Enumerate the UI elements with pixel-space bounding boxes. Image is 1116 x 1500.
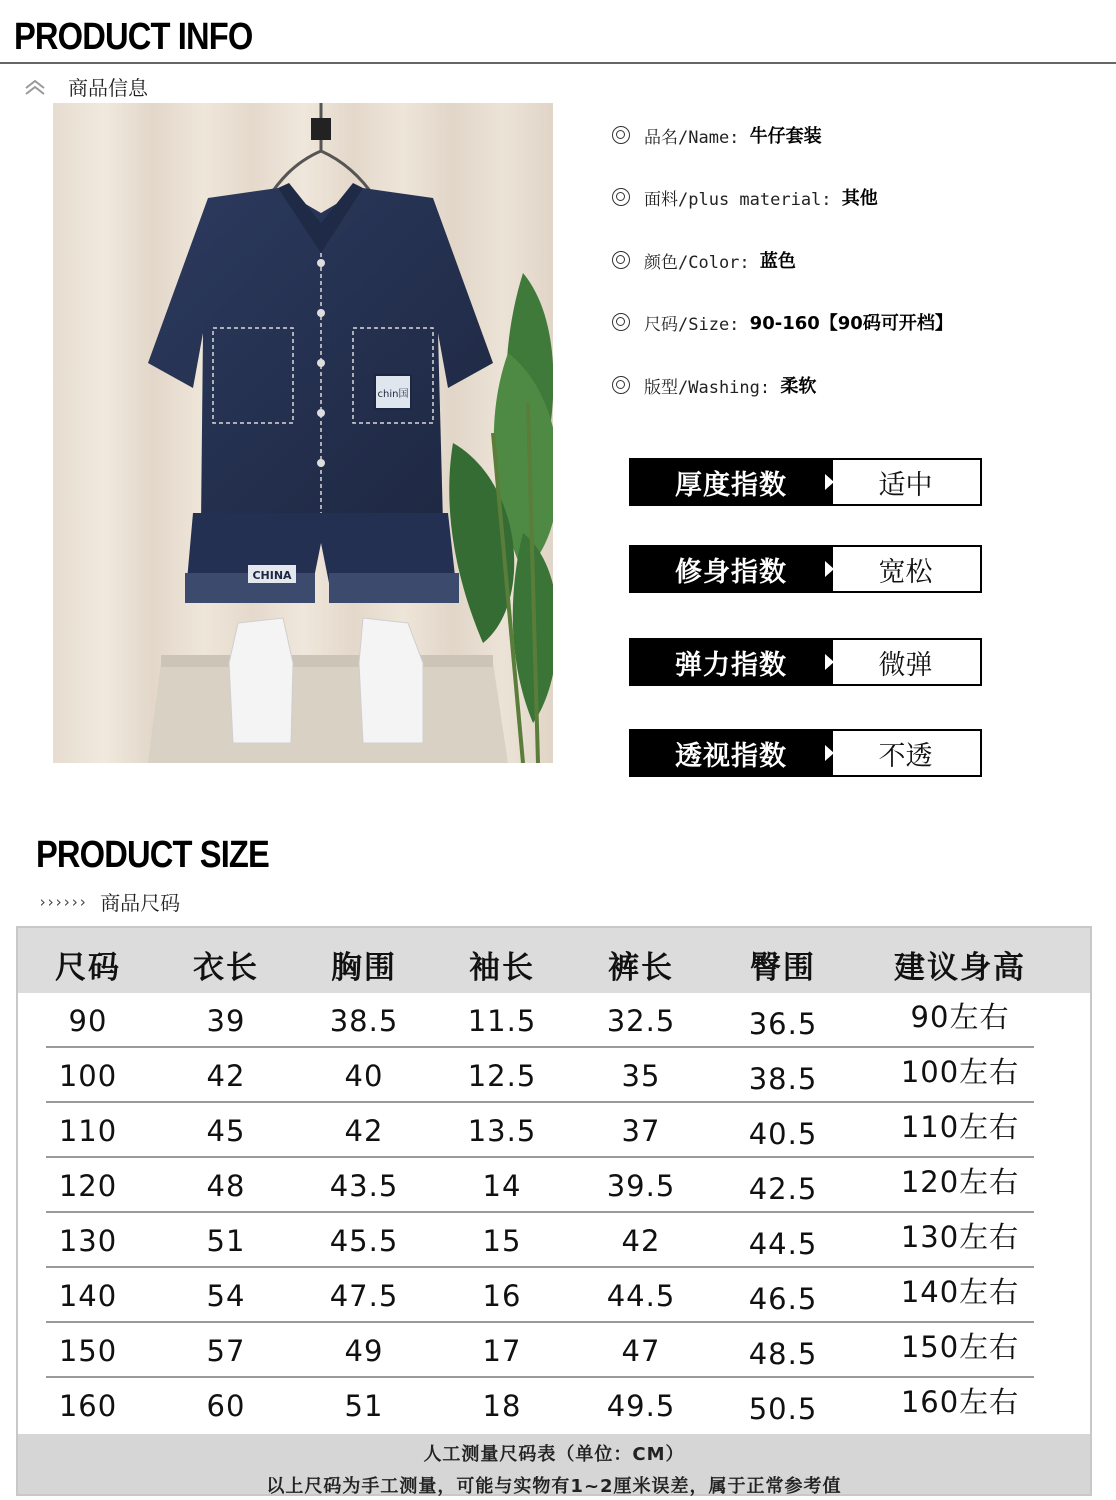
product-size-subtitle: 商品尺码 [100, 891, 181, 915]
table-header [18, 928, 1090, 993]
svg-text:chin国: chin国 [377, 389, 409, 400]
table-cell: 120左右 [900, 1165, 1020, 1199]
chevrons-right-icon: ›››››› [38, 892, 87, 911]
table-cell: 37 [621, 1114, 661, 1148]
table-cell: 36.5 [748, 1007, 818, 1041]
table-cell: 54 [206, 1279, 246, 1313]
header-divider [0, 62, 1116, 64]
header-pants-length: 裤长 [608, 950, 674, 986]
table-cell: 32.5 [606, 1004, 676, 1038]
table-cell: 42 [344, 1114, 384, 1148]
table-row [18, 1378, 1090, 1433]
table-cell: 49 [344, 1334, 384, 1368]
table-cell: 50.5 [748, 1392, 818, 1426]
index-elasticity [629, 638, 982, 686]
size-table [16, 926, 1092, 1496]
product-info-subtitle-row [24, 72, 148, 101]
double-chevron-up-icon [24, 79, 46, 95]
table-cell: 45 [206, 1114, 246, 1148]
table-cell: 15 [482, 1224, 522, 1258]
table-cell: 48 [206, 1169, 246, 1203]
table-cell: 100 [58, 1059, 118, 1093]
table-cell: 43.5 [329, 1169, 399, 1203]
table-cell: 110 [58, 1114, 118, 1148]
table-cell: 130 [58, 1224, 118, 1258]
table-cell: 11.5 [467, 1004, 537, 1038]
table-footer [18, 1434, 1090, 1497]
footer-error-note: 以上尺码为手工测量，可能与实物有1~2厘米误差，属于正常参考值 [266, 1476, 842, 1497]
table-cell: 110左右 [900, 1110, 1020, 1144]
table-row [18, 993, 1090, 1048]
double-circle-icon [612, 251, 630, 269]
spec-washing: 版型/Washing: 柔软 [612, 372, 816, 398]
index-label: 修身指数 [629, 545, 833, 593]
table-cell: 140左右 [900, 1275, 1020, 1309]
table-row [18, 1268, 1090, 1323]
table-cell: 39.5 [606, 1169, 676, 1203]
table-cell: 42 [206, 1059, 246, 1093]
table-row [18, 1158, 1090, 1213]
table-row [18, 1103, 1090, 1158]
table-cell: 150左右 [900, 1330, 1020, 1364]
table-cell: 18 [482, 1389, 522, 1423]
table-cell: 150 [58, 1334, 118, 1368]
double-circle-icon [612, 126, 630, 144]
svg-text:CHINA: CHINA [252, 569, 292, 582]
table-cell: 38.5 [748, 1062, 818, 1096]
table-cell: 60 [206, 1389, 246, 1423]
index-label: 弹力指数 [629, 638, 833, 686]
index-label: 厚度指数 [629, 458, 833, 506]
index-thickness [629, 458, 982, 506]
table-cell: 13.5 [467, 1114, 537, 1148]
table-cell: 44.5 [748, 1227, 818, 1261]
table-cell: 35 [621, 1059, 661, 1093]
product-info-subtitle: 商品信息 [68, 76, 148, 100]
product-info-title: PRODUCT INFO [14, 16, 253, 58]
table-cell: 40 [344, 1059, 384, 1093]
table-cell: 45.5 [329, 1224, 399, 1258]
table-cell: 46.5 [748, 1282, 818, 1316]
table-cell: 90 [68, 1004, 108, 1038]
table-cell: 130左右 [900, 1220, 1020, 1254]
index-value: 不透 [831, 729, 982, 777]
table-cell: 14 [482, 1169, 522, 1203]
table-cell: 44.5 [606, 1279, 676, 1313]
table-cell: 160 [58, 1389, 118, 1423]
table-row [18, 1213, 1090, 1268]
table-row [18, 1323, 1090, 1378]
table-cell: 16 [482, 1279, 522, 1313]
table-cell: 17 [482, 1334, 522, 1368]
product-size-title: PRODUCT SIZE [36, 834, 269, 876]
index-value: 宽松 [831, 545, 982, 593]
index-fit [629, 545, 982, 593]
table-cell: 51 [344, 1389, 384, 1423]
footer-unit-note: 人工测量尺码表（单位：CM） [423, 1444, 685, 1465]
table-cell: 160左右 [900, 1385, 1020, 1419]
table-cell: 38.5 [329, 1004, 399, 1038]
table-cell: 42.5 [748, 1172, 818, 1206]
double-circle-icon [612, 376, 630, 394]
table-cell: 48.5 [748, 1337, 818, 1371]
index-value: 适中 [831, 458, 982, 506]
table-cell: 47.5 [329, 1279, 399, 1313]
header-size: 尺码 [55, 950, 121, 986]
table-row [18, 1048, 1090, 1103]
table-cell: 51 [206, 1224, 246, 1258]
double-circle-icon [612, 313, 630, 331]
index-label: 透视指数 [629, 729, 833, 777]
table-cell: 57 [206, 1334, 246, 1368]
table-cell: 47 [621, 1334, 661, 1368]
header-height: 建议身高 [894, 950, 1026, 986]
table-cell: 42 [621, 1224, 661, 1258]
header-hip: 臀围 [750, 950, 816, 986]
table-cell: 49.5 [606, 1389, 676, 1423]
table-cell: 120 [58, 1169, 118, 1203]
header-sleeve: 袖长 [469, 950, 535, 986]
header-length: 衣长 [193, 950, 259, 986]
double-circle-icon [612, 188, 630, 206]
product-size-subtitle-row [38, 887, 180, 916]
spec-size: 尺码/Size: 90-160【90码可开档】 [612, 309, 953, 335]
spec-material: 面料/plus material: 其他 [612, 184, 878, 210]
product-photo [53, 103, 553, 763]
spec-color: 颜色/Color: 蓝色 [612, 247, 796, 273]
index-transparency [629, 729, 982, 777]
table-cell: 40.5 [748, 1117, 818, 1151]
table-cell: 140 [58, 1279, 118, 1313]
index-value: 微弹 [831, 638, 982, 686]
table-cell: 39 [206, 1004, 246, 1038]
table-cell: 100左右 [900, 1055, 1020, 1089]
spec-name: 品名/Name: 牛仔套装 [612, 122, 822, 148]
table-cell: 12.5 [467, 1059, 537, 1093]
table-cell: 90左右 [910, 1000, 1010, 1034]
header-chest: 胸围 [331, 950, 397, 986]
